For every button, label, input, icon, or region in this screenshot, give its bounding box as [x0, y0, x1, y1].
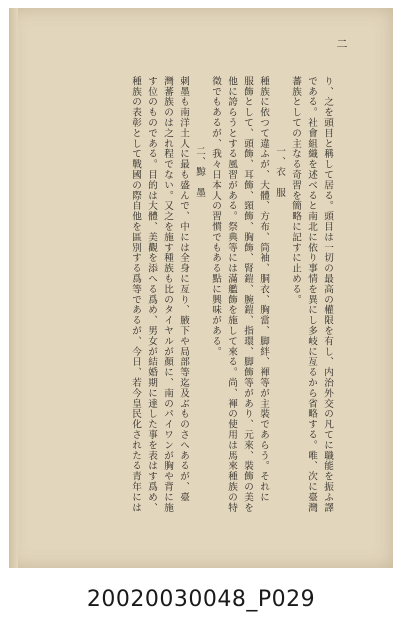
section-heading-clothing: 一、衣 服: [274, 146, 285, 198]
text-line: 灣蕃族のは之れ程でない。又之を施す種族も比のタイヤルが顏に、南のパイワンが胸や背に施: [162, 76, 173, 513]
text-line: 徵でもあるが、我々日本人の習慣でもある點に興味がある。: [210, 76, 221, 357]
text-line: 種族の表彰として戰國の際自他を區別する爲等であるが、今日、若今皇民化されたる青年には: [130, 76, 141, 513]
text-line: である。社會組織を述べると南北に依り事情を異にし多岐に亙るから省略する。唯、次に臺灣: [306, 76, 317, 513]
text-line: 他に誇らうとする風習がある。祭典等には滿艦飾を施して來る。尚、褌の使用は馬來種族の特: [226, 76, 237, 513]
text-line: 服飾として、頭飾、耳飾、頸飾、胸飾、腎鎧、腕鎧、指環、脚飾等があり、元來、裝飾の美を: [242, 76, 253, 513]
section-heading-tattoo: 二、黥 墨: [194, 146, 205, 198]
page-number: 二: [335, 38, 348, 49]
text-line: す位のものである。目的は大體、美觀を添へる爲め、男女が結婚期に達した事を表はす爲め、: [146, 76, 157, 513]
vertical-text-body: [127, 76, 335, 536]
text-line: 刺墨も南洋土人に最も盛んで、中には全身に亙り、腋下や局部等迄及ぶものさへあるが、臺: [178, 76, 189, 503]
text-line: 蕃族としての主なる奇習を簡略に記すに止める。: [290, 76, 301, 305]
scan-id-caption: 20020030048_P029: [86, 587, 316, 612]
text-line: 種族に依つて違ふが、大體、方布、筒袖、胴衣、胸當、脚絆、褌等が主裝であらう。それに: [258, 76, 269, 503]
text-line: り、之を頭目と稱して居る。頭目は一切の最高の權限を有し、内治外交の凡てに職能を振ふ譯: [322, 76, 333, 513]
book-page: [9, 8, 393, 568]
